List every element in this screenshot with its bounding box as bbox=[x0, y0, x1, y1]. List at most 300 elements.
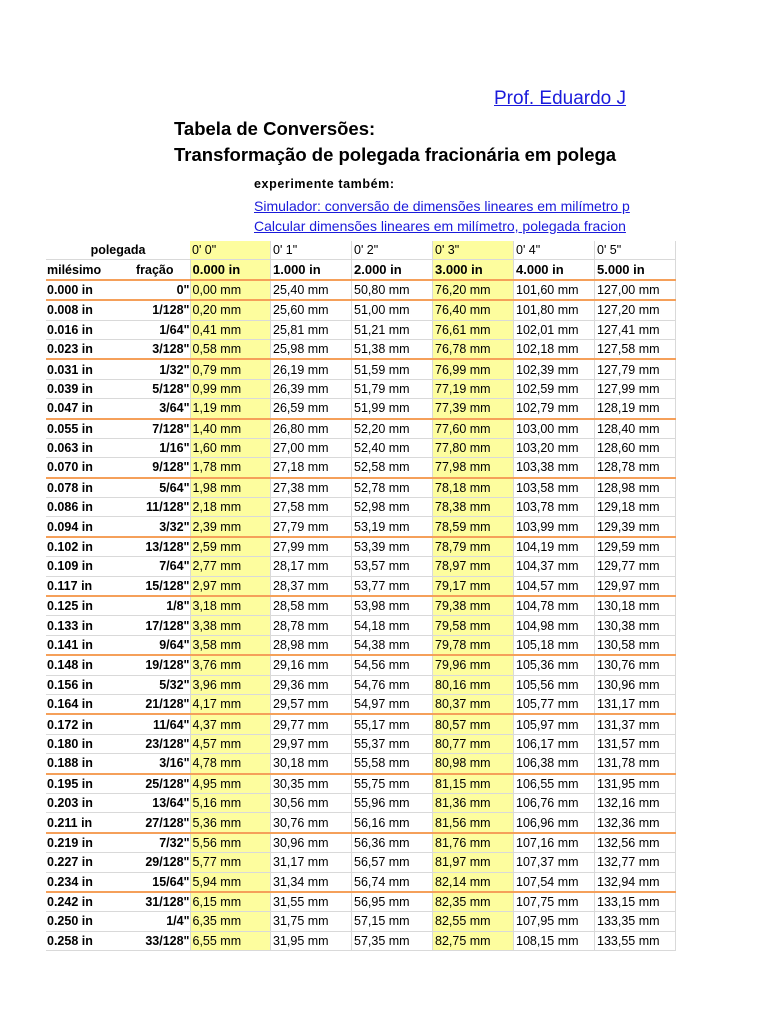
fracao-cell: 25/128" bbox=[118, 774, 190, 794]
mm-value-cell: 51,99 mm bbox=[352, 399, 433, 419]
mm-value-cell: 102,59 mm bbox=[514, 379, 595, 398]
mm-value-cell: 105,97 mm bbox=[514, 714, 595, 734]
mm-value-cell: 3,96 mm bbox=[190, 675, 271, 694]
mm-value-cell: 56,74 mm bbox=[352, 872, 433, 892]
mm-value-cell: 54,97 mm bbox=[352, 694, 433, 714]
fracao-cell: 1/128" bbox=[118, 300, 190, 320]
milesimo-cell: 0.039 in bbox=[46, 379, 118, 398]
fracao-cell: 13/128" bbox=[118, 537, 190, 557]
mm-value-cell: 76,78 mm bbox=[433, 339, 514, 359]
mm-value-cell: 81,56 mm bbox=[433, 813, 514, 833]
milesimo-cell: 0.242 in bbox=[46, 892, 118, 912]
column-header-inches: 4.000 in bbox=[514, 260, 595, 280]
mm-value-cell: 6,55 mm bbox=[190, 931, 271, 950]
mm-value-cell: 5,16 mm bbox=[190, 793, 271, 812]
polegada-header: polegada bbox=[46, 241, 190, 260]
milesimo-cell: 0.250 in bbox=[46, 912, 118, 931]
column-header-feet: 0' 3" bbox=[433, 241, 514, 260]
mm-value-cell: 128,98 mm bbox=[595, 478, 676, 498]
table-row bbox=[46, 478, 676, 498]
mm-value-cell: 130,76 mm bbox=[595, 655, 676, 675]
milesimo-cell: 0.078 in bbox=[46, 478, 118, 498]
mm-value-cell: 2,77 mm bbox=[190, 557, 271, 576]
fracao-cell: 1/8" bbox=[118, 596, 190, 616]
milesimo-cell: 0.016 in bbox=[46, 320, 118, 339]
mm-value-cell: 4,95 mm bbox=[190, 774, 271, 794]
mm-value-cell: 76,61 mm bbox=[433, 320, 514, 339]
mm-value-cell: 0,00 mm bbox=[190, 280, 271, 300]
fracao-cell: 5/64" bbox=[118, 478, 190, 498]
mm-value-cell: 132,77 mm bbox=[595, 853, 676, 872]
mm-value-cell: 129,39 mm bbox=[595, 517, 676, 537]
mm-value-cell: 105,36 mm bbox=[514, 655, 595, 675]
mm-value-cell: 54,76 mm bbox=[352, 675, 433, 694]
mm-value-cell: 6,15 mm bbox=[190, 892, 271, 912]
mm-value-cell: 103,00 mm bbox=[514, 419, 595, 439]
mm-value-cell: 103,20 mm bbox=[514, 438, 595, 457]
mm-value-cell: 107,16 mm bbox=[514, 833, 595, 853]
mm-value-cell: 130,38 mm bbox=[595, 616, 676, 635]
page-title: Tabela de Conversões: bbox=[174, 118, 376, 139]
mm-value-cell: 80,98 mm bbox=[433, 754, 514, 774]
fracao-cell: 33/128" bbox=[118, 931, 190, 950]
mm-value-cell: 103,78 mm bbox=[514, 498, 595, 517]
mm-value-cell: 107,37 mm bbox=[514, 853, 595, 872]
table-row bbox=[46, 359, 676, 379]
mm-value-cell: 2,18 mm bbox=[190, 498, 271, 517]
mm-value-cell: 55,75 mm bbox=[352, 774, 433, 794]
mm-value-cell: 55,58 mm bbox=[352, 754, 433, 774]
mm-value-cell: 104,98 mm bbox=[514, 616, 595, 635]
mm-value-cell: 29,57 mm bbox=[271, 694, 352, 714]
mm-value-cell: 102,01 mm bbox=[514, 320, 595, 339]
mm-value-cell: 81,15 mm bbox=[433, 774, 514, 794]
mm-value-cell: 103,38 mm bbox=[514, 458, 595, 478]
mm-value-cell: 53,19 mm bbox=[352, 517, 433, 537]
mm-value-cell: 53,39 mm bbox=[352, 537, 433, 557]
mm-value-cell: 106,38 mm bbox=[514, 754, 595, 774]
author-link[interactable]: Prof. Eduardo J bbox=[494, 88, 627, 109]
experiment-label: experimente também: bbox=[254, 177, 395, 191]
milesimo-cell: 0.164 in bbox=[46, 694, 118, 714]
mm-value-cell: 107,75 mm bbox=[514, 892, 595, 912]
mm-value-cell: 25,60 mm bbox=[271, 300, 352, 320]
milesimo-cell: 0.008 in bbox=[46, 300, 118, 320]
table-row bbox=[46, 320, 676, 339]
mm-value-cell: 51,00 mm bbox=[352, 300, 433, 320]
mm-value-cell: 4,17 mm bbox=[190, 694, 271, 714]
conversion-table bbox=[46, 241, 676, 951]
mm-value-cell: 133,55 mm bbox=[595, 931, 676, 950]
mm-value-cell: 130,58 mm bbox=[595, 635, 676, 655]
milesimo-cell: 0.195 in bbox=[46, 774, 118, 794]
mm-value-cell: 27,79 mm bbox=[271, 517, 352, 537]
mm-value-cell: 128,60 mm bbox=[595, 438, 676, 457]
mm-value-cell: 52,78 mm bbox=[352, 478, 433, 498]
mm-value-cell: 129,18 mm bbox=[595, 498, 676, 517]
fracao-cell: 15/64" bbox=[118, 872, 190, 892]
mm-value-cell: 77,80 mm bbox=[433, 438, 514, 457]
table-row bbox=[46, 458, 676, 478]
column-header-inches: 2.000 in bbox=[352, 260, 433, 280]
column-header-inches: 1.000 in bbox=[271, 260, 352, 280]
column-header-feet: 0' 1" bbox=[271, 241, 352, 260]
mm-value-cell: 129,59 mm bbox=[595, 537, 676, 557]
table-row bbox=[46, 872, 676, 892]
mm-value-cell: 81,97 mm bbox=[433, 853, 514, 872]
mm-value-cell: 0,79 mm bbox=[190, 359, 271, 379]
mm-value-cell: 79,38 mm bbox=[433, 596, 514, 616]
mm-value-cell: 28,17 mm bbox=[271, 557, 352, 576]
table-row bbox=[46, 399, 676, 419]
mm-value-cell: 77,39 mm bbox=[433, 399, 514, 419]
fracao-cell: 21/128" bbox=[118, 694, 190, 714]
mm-value-cell: 29,36 mm bbox=[271, 675, 352, 694]
fracao-cell: 1/32" bbox=[118, 359, 190, 379]
table-row bbox=[46, 300, 676, 320]
milesimo-cell: 0.141 in bbox=[46, 635, 118, 655]
mm-value-cell: 31,55 mm bbox=[271, 892, 352, 912]
fracao-cell: 11/128" bbox=[118, 498, 190, 517]
fracao-cell: 19/128" bbox=[118, 655, 190, 675]
mm-value-cell: 27,99 mm bbox=[271, 537, 352, 557]
mm-value-cell: 1,78 mm bbox=[190, 458, 271, 478]
mm-value-cell: 27,38 mm bbox=[271, 478, 352, 498]
fracao-cell: 7/64" bbox=[118, 557, 190, 576]
milesimo-cell: 0.203 in bbox=[46, 793, 118, 812]
mm-value-cell: 54,56 mm bbox=[352, 655, 433, 675]
mm-value-cell: 79,17 mm bbox=[433, 576, 514, 596]
mm-value-cell: 0,99 mm bbox=[190, 379, 271, 398]
mm-value-cell: 5,56 mm bbox=[190, 833, 271, 853]
mm-value-cell: 57,35 mm bbox=[352, 931, 433, 950]
mm-value-cell: 101,60 mm bbox=[514, 280, 595, 300]
mm-value-cell: 5,94 mm bbox=[190, 872, 271, 892]
mm-value-cell: 78,18 mm bbox=[433, 478, 514, 498]
table-row bbox=[46, 931, 676, 950]
fracao-cell: 9/128" bbox=[118, 458, 190, 478]
milesimo-cell: 0.234 in bbox=[46, 872, 118, 892]
milesimo-cell: 0.023 in bbox=[46, 339, 118, 359]
mm-value-cell: 55,17 mm bbox=[352, 714, 433, 734]
table-row bbox=[46, 675, 676, 694]
mm-value-cell: 27,00 mm bbox=[271, 438, 352, 457]
table-row bbox=[46, 892, 676, 912]
milesimo-cell: 0.055 in bbox=[46, 419, 118, 439]
mm-value-cell: 56,16 mm bbox=[352, 813, 433, 833]
mm-value-cell: 127,41 mm bbox=[595, 320, 676, 339]
milesimo-cell: 0.086 in bbox=[46, 498, 118, 517]
mm-value-cell: 31,75 mm bbox=[271, 912, 352, 931]
mm-value-cell: 54,18 mm bbox=[352, 616, 433, 635]
milesimo-cell: 0.227 in bbox=[46, 853, 118, 872]
mm-value-cell: 27,18 mm bbox=[271, 458, 352, 478]
mm-value-cell: 28,78 mm bbox=[271, 616, 352, 635]
milesimo-cell: 0.102 in bbox=[46, 537, 118, 557]
mm-value-cell: 128,40 mm bbox=[595, 419, 676, 439]
milesimo-cell: 0.172 in bbox=[46, 714, 118, 734]
mm-value-cell: 31,95 mm bbox=[271, 931, 352, 950]
mm-value-cell: 28,58 mm bbox=[271, 596, 352, 616]
mm-value-cell: 80,77 mm bbox=[433, 734, 514, 753]
table-row bbox=[46, 774, 676, 794]
table-row bbox=[46, 438, 676, 457]
fracao-cell: 23/128" bbox=[118, 734, 190, 753]
mm-value-cell: 51,38 mm bbox=[352, 339, 433, 359]
column-header-feet: 0' 2" bbox=[352, 241, 433, 260]
mm-value-cell: 28,98 mm bbox=[271, 635, 352, 655]
table-row bbox=[46, 616, 676, 635]
simulator-link[interactable]: Simulador: conversão de dimensões lineares em milímetro p bbox=[254, 198, 630, 214]
mm-value-cell: 131,95 mm bbox=[595, 774, 676, 794]
mm-value-cell: 3,38 mm bbox=[190, 616, 271, 635]
fracao-cell: 11/64" bbox=[118, 714, 190, 734]
mm-value-cell: 53,77 mm bbox=[352, 576, 433, 596]
mm-value-cell: 128,78 mm bbox=[595, 458, 676, 478]
header-row-inches bbox=[46, 260, 676, 280]
mm-value-cell: 30,56 mm bbox=[271, 793, 352, 812]
mm-value-cell: 77,19 mm bbox=[433, 379, 514, 398]
mm-value-cell: 50,80 mm bbox=[352, 280, 433, 300]
milesimo-cell: 0.031 in bbox=[46, 359, 118, 379]
mm-value-cell: 55,96 mm bbox=[352, 793, 433, 812]
mm-value-cell: 4,78 mm bbox=[190, 754, 271, 774]
mm-value-cell: 80,57 mm bbox=[433, 714, 514, 734]
column-header-inches: 0.000 in bbox=[190, 260, 271, 280]
mm-value-cell: 5,77 mm bbox=[190, 853, 271, 872]
table-row bbox=[46, 419, 676, 439]
mm-value-cell: 78,38 mm bbox=[433, 498, 514, 517]
column-header-inches: 5.000 in bbox=[595, 260, 676, 280]
fracao-cell: 3/128" bbox=[118, 339, 190, 359]
fracao-cell: 0" bbox=[118, 280, 190, 300]
mm-value-cell: 101,80 mm bbox=[514, 300, 595, 320]
mm-value-cell: 57,15 mm bbox=[352, 912, 433, 931]
mm-value-cell: 53,57 mm bbox=[352, 557, 433, 576]
table-row bbox=[46, 853, 676, 872]
mm-value-cell: 1,98 mm bbox=[190, 478, 271, 498]
mm-value-cell: 131,17 mm bbox=[595, 694, 676, 714]
mm-value-cell: 127,79 mm bbox=[595, 359, 676, 379]
milesimo-cell: 0.000 in bbox=[46, 280, 118, 300]
mm-value-cell: 26,59 mm bbox=[271, 399, 352, 419]
milesimo-cell: 0.047 in bbox=[46, 399, 118, 419]
mm-value-cell: 81,76 mm bbox=[433, 833, 514, 853]
milesimo-cell: 0.094 in bbox=[46, 517, 118, 537]
calculator-link[interactable]: Calcular dimensões lineares em milímetro, polegada fracion bbox=[254, 218, 626, 234]
column-header-feet: 0' 4" bbox=[514, 241, 595, 260]
mm-value-cell: 105,18 mm bbox=[514, 635, 595, 655]
mm-value-cell: 29,16 mm bbox=[271, 655, 352, 675]
mm-value-cell: 127,58 mm bbox=[595, 339, 676, 359]
mm-value-cell: 30,96 mm bbox=[271, 833, 352, 853]
column-header-inches: 3.000 in bbox=[433, 260, 514, 280]
fracao-cell: 9/64" bbox=[118, 635, 190, 655]
milesimo-cell: 0.117 in bbox=[46, 576, 118, 596]
mm-value-cell: 108,15 mm bbox=[514, 931, 595, 950]
mm-value-cell: 53,98 mm bbox=[352, 596, 433, 616]
mm-value-cell: 102,79 mm bbox=[514, 399, 595, 419]
fracao-cell: 1/64" bbox=[118, 320, 190, 339]
mm-value-cell: 104,78 mm bbox=[514, 596, 595, 616]
mm-value-cell: 4,37 mm bbox=[190, 714, 271, 734]
table-row bbox=[46, 635, 676, 655]
milesimo-cell: 0.109 in bbox=[46, 557, 118, 576]
table-row bbox=[46, 576, 676, 596]
mm-value-cell: 132,94 mm bbox=[595, 872, 676, 892]
mm-value-cell: 79,58 mm bbox=[433, 616, 514, 635]
mm-value-cell: 78,59 mm bbox=[433, 517, 514, 537]
mm-value-cell: 30,76 mm bbox=[271, 813, 352, 833]
fracao-header: fração bbox=[118, 260, 190, 280]
mm-value-cell: 77,98 mm bbox=[433, 458, 514, 478]
mm-value-cell: 2,97 mm bbox=[190, 576, 271, 596]
mm-value-cell: 105,77 mm bbox=[514, 694, 595, 714]
table-row bbox=[46, 339, 676, 359]
mm-value-cell: 1,40 mm bbox=[190, 419, 271, 439]
milesimo-cell: 0.125 in bbox=[46, 596, 118, 616]
mm-value-cell: 82,14 mm bbox=[433, 872, 514, 892]
table-row bbox=[46, 537, 676, 557]
mm-value-cell: 55,37 mm bbox=[352, 734, 433, 753]
milesimo-cell: 0.258 in bbox=[46, 931, 118, 950]
header-row-feet bbox=[46, 241, 676, 260]
mm-value-cell: 81,36 mm bbox=[433, 793, 514, 812]
mm-value-cell: 105,56 mm bbox=[514, 675, 595, 694]
mm-value-cell: 102,39 mm bbox=[514, 359, 595, 379]
mm-value-cell: 6,35 mm bbox=[190, 912, 271, 931]
mm-value-cell: 106,76 mm bbox=[514, 793, 595, 812]
mm-value-cell: 132,16 mm bbox=[595, 793, 676, 812]
milesimo-header: milésimo bbox=[46, 260, 118, 280]
mm-value-cell: 102,18 mm bbox=[514, 339, 595, 359]
milesimo-cell: 0.219 in bbox=[46, 833, 118, 853]
mm-value-cell: 28,37 mm bbox=[271, 576, 352, 596]
milesimo-cell: 0.148 in bbox=[46, 655, 118, 675]
mm-value-cell: 3,18 mm bbox=[190, 596, 271, 616]
fracao-cell: 1/4" bbox=[118, 912, 190, 931]
mm-value-cell: 76,99 mm bbox=[433, 359, 514, 379]
table-row bbox=[46, 912, 676, 931]
mm-value-cell: 82,55 mm bbox=[433, 912, 514, 931]
mm-value-cell: 77,60 mm bbox=[433, 419, 514, 439]
mm-value-cell: 30,18 mm bbox=[271, 754, 352, 774]
mm-value-cell: 25,98 mm bbox=[271, 339, 352, 359]
mm-value-cell: 51,79 mm bbox=[352, 379, 433, 398]
milesimo-cell: 0.211 in bbox=[46, 813, 118, 833]
mm-value-cell: 26,19 mm bbox=[271, 359, 352, 379]
mm-value-cell: 0,41 mm bbox=[190, 320, 271, 339]
fracao-cell: 29/128" bbox=[118, 853, 190, 872]
mm-value-cell: 29,97 mm bbox=[271, 734, 352, 753]
mm-value-cell: 128,19 mm bbox=[595, 399, 676, 419]
mm-value-cell: 107,95 mm bbox=[514, 912, 595, 931]
table-row bbox=[46, 280, 676, 300]
mm-value-cell: 31,17 mm bbox=[271, 853, 352, 872]
fracao-cell: 3/64" bbox=[118, 399, 190, 419]
column-header-feet: 0' 0" bbox=[190, 241, 271, 260]
fracao-cell: 3/32" bbox=[118, 517, 190, 537]
fracao-cell: 1/16" bbox=[118, 438, 190, 457]
table-row bbox=[46, 793, 676, 812]
mm-value-cell: 31,34 mm bbox=[271, 872, 352, 892]
fracao-cell: 27/128" bbox=[118, 813, 190, 833]
fracao-cell: 15/128" bbox=[118, 576, 190, 596]
fracao-cell: 7/128" bbox=[118, 419, 190, 439]
mm-value-cell: 104,57 mm bbox=[514, 576, 595, 596]
mm-value-cell: 29,77 mm bbox=[271, 714, 352, 734]
table-row bbox=[46, 734, 676, 753]
mm-value-cell: 127,99 mm bbox=[595, 379, 676, 398]
table-row bbox=[46, 517, 676, 537]
mm-value-cell: 56,36 mm bbox=[352, 833, 433, 853]
related-links bbox=[254, 196, 654, 236]
mm-value-cell: 26,80 mm bbox=[271, 419, 352, 439]
mm-value-cell: 104,19 mm bbox=[514, 537, 595, 557]
fracao-cell: 5/32" bbox=[118, 675, 190, 694]
conversion-table-wrapper bbox=[46, 241, 660, 951]
mm-value-cell: 51,21 mm bbox=[352, 320, 433, 339]
mm-value-cell: 52,40 mm bbox=[352, 438, 433, 457]
mm-value-cell: 133,15 mm bbox=[595, 892, 676, 912]
mm-value-cell: 106,55 mm bbox=[514, 774, 595, 794]
mm-value-cell: 1,19 mm bbox=[190, 399, 271, 419]
table-row bbox=[46, 655, 676, 675]
mm-value-cell: 131,37 mm bbox=[595, 714, 676, 734]
mm-value-cell: 104,37 mm bbox=[514, 557, 595, 576]
mm-value-cell: 1,60 mm bbox=[190, 438, 271, 457]
mm-value-cell: 131,78 mm bbox=[595, 754, 676, 774]
mm-value-cell: 103,58 mm bbox=[514, 478, 595, 498]
mm-value-cell: 79,96 mm bbox=[433, 655, 514, 675]
mm-value-cell: 129,97 mm bbox=[595, 576, 676, 596]
milesimo-cell: 0.188 in bbox=[46, 754, 118, 774]
mm-value-cell: 56,57 mm bbox=[352, 853, 433, 872]
mm-value-cell: 133,35 mm bbox=[595, 912, 676, 931]
mm-value-cell: 25,81 mm bbox=[271, 320, 352, 339]
fracao-cell: 17/128" bbox=[118, 616, 190, 635]
mm-value-cell: 79,78 mm bbox=[433, 635, 514, 655]
mm-value-cell: 131,57 mm bbox=[595, 734, 676, 753]
mm-value-cell: 106,17 mm bbox=[514, 734, 595, 753]
mm-value-cell: 56,95 mm bbox=[352, 892, 433, 912]
mm-value-cell: 2,59 mm bbox=[190, 537, 271, 557]
mm-value-cell: 54,38 mm bbox=[352, 635, 433, 655]
table-row bbox=[46, 714, 676, 734]
mm-value-cell: 52,58 mm bbox=[352, 458, 433, 478]
mm-value-cell: 82,35 mm bbox=[433, 892, 514, 912]
mm-value-cell: 30,35 mm bbox=[271, 774, 352, 794]
fracao-cell: 3/16" bbox=[118, 754, 190, 774]
table-row bbox=[46, 833, 676, 853]
column-header-feet: 0' 5" bbox=[595, 241, 676, 260]
mm-value-cell: 78,97 mm bbox=[433, 557, 514, 576]
title-block bbox=[174, 116, 652, 168]
mm-value-cell: 103,99 mm bbox=[514, 517, 595, 537]
mm-value-cell: 132,36 mm bbox=[595, 813, 676, 833]
milesimo-cell: 0.180 in bbox=[46, 734, 118, 753]
mm-value-cell: 5,36 mm bbox=[190, 813, 271, 833]
mm-value-cell: 82,75 mm bbox=[433, 931, 514, 950]
table-row bbox=[46, 498, 676, 517]
mm-value-cell: 2,39 mm bbox=[190, 517, 271, 537]
table-row bbox=[46, 557, 676, 576]
table-row bbox=[46, 813, 676, 833]
table-row bbox=[46, 754, 676, 774]
fracao-cell: 7/32" bbox=[118, 833, 190, 853]
milesimo-cell: 0.070 in bbox=[46, 458, 118, 478]
mm-value-cell: 76,40 mm bbox=[433, 300, 514, 320]
